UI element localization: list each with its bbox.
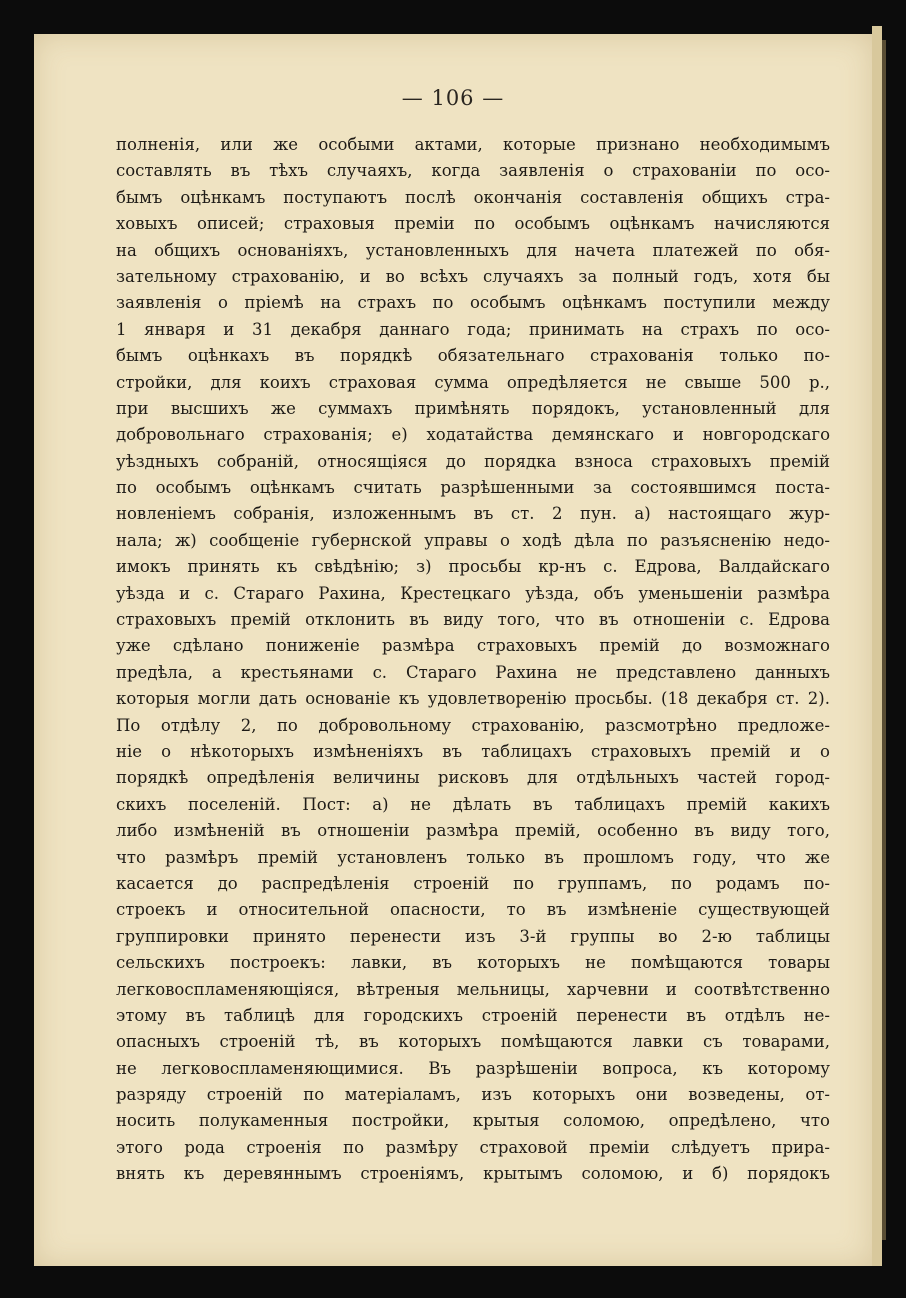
- text-line: ховыхъ описей; страховыя преміи по особымъ оцѣнкамъ начисляются: [116, 214, 830, 234]
- body-text: [116, 132, 830, 1188]
- text-line: строекъ и относительной опасности, то въ измѣненіе существующей: [116, 900, 830, 920]
- text-line: сельскихъ построекъ: лавки, въ которыхъ не помѣщаются товары: [116, 953, 830, 973]
- text-line: которыя могли дать основаніе къ удовлетворенію просьбы. (18 декабря ст. 2).: [116, 689, 830, 709]
- text-line: полненія, или же особыми актами, которые признано необходимымъ: [116, 135, 830, 154]
- text-line: стройки, для коихъ страховая сумма опредѣляется не свыше 500 р.,: [116, 372, 830, 392]
- text-line: либо измѣненій въ отношеніи размѣра премій, особенно въ виду того,: [116, 821, 830, 841]
- adjacent-page-edge: [872, 26, 882, 1266]
- text-line: группировки принято перенести изъ 3-й группы во 2-ю таблицы: [116, 926, 830, 946]
- text-line: носить полукаменныя постройки, крытыя соломою, опредѣлено, что: [116, 1111, 830, 1131]
- book-page: [34, 34, 872, 1266]
- text-line: страховыхъ премій отклонить въ виду того, что въ отношеніи с. Едрова: [116, 610, 830, 630]
- text-line: нала; ж) сообщеніе губернской управы о ходѣ дѣла по разъясненію недо-: [116, 530, 830, 550]
- text-line: опасныхъ строеній тѣ, въ которыхъ помѣщаются лавки съ товарами,: [116, 1032, 830, 1052]
- text-line: внять къ деревяннымъ строеніямъ, крытымъ соломою, и б) порядокъ: [116, 1164, 830, 1184]
- text-line: ніе о нѣкоторыхъ измѣненіяхъ въ таблицахъ страховыхъ премій и о: [116, 741, 830, 761]
- text-line: что размѣръ премій установленъ только въ прошломъ году, что же: [116, 847, 830, 867]
- text-line: предѣла, а крестьянами с. Стараго Рахина не представлено данныхъ: [116, 662, 830, 682]
- text-line: на общихъ основаніяхъ, установленныхъ для начета платежей по обя-: [116, 240, 830, 260]
- text-line: зательному страхованію, и во всѣхъ случаяхъ за полный годъ, хотя бы: [116, 266, 830, 286]
- text-line: По отдѣлу 2, по добровольному страхованію, разсмотрѣно предложе-: [116, 715, 830, 735]
- text-line: порядкѣ опредѣленія величины рисковъ для отдѣльныхъ частей город-: [116, 768, 830, 788]
- text-line: скихъ поселеній. Пост: а) не дѣлать въ таблицахъ премій какихъ: [116, 794, 830, 814]
- text-line: при высшихъ же суммахъ примѣнять порядокъ, установленный для: [116, 398, 830, 418]
- page-number: — 106 —: [401, 86, 505, 110]
- text-line: составлять въ тѣхъ случаяхъ, когда заявленія о страхованіи по осо-: [116, 161, 830, 181]
- text-line: бымъ оцѣнкамъ поступаютъ послѣ окончанія составленія общихъ стра-: [116, 187, 830, 207]
- binding-shadow: [882, 40, 886, 1240]
- text-line: новленіемъ собранія, изложеннымъ въ ст. 2 пун. а) настоящаго жур-: [116, 504, 830, 524]
- text-line: по особымъ оцѣнкамъ считать разрѣшенными за состоявшимся поста-: [116, 478, 830, 498]
- text-line: имокъ принять къ свѣдѣнію; з) просьбы кр-нъ с. Едрова, Валдайскаго: [116, 557, 830, 577]
- text-line: этому въ таблицѣ для городскихъ строеній перенести въ отдѣлъ не-: [116, 1005, 830, 1025]
- text-line: 1 января и 31 декабря даннаго года; принимать на страхъ по осо-: [116, 319, 830, 339]
- text-line: касается до распредѣленія строеній по группамъ, по родамъ по-: [116, 873, 830, 893]
- text-line: уже сдѣлано пониженіе размѣра страховыхъ премій до возможнаго: [116, 636, 830, 656]
- text-line: разряду строеній по матеріаламъ, изъ которыхъ они возведены, от-: [116, 1085, 830, 1105]
- text-line: легковоспламеняющіяся, вѣтреныя мельницы, харчевни и соотвѣтственно: [116, 979, 830, 999]
- text-line: уѣзда и с. Стараго Рахина, Крестецкаго уѣзда, объ уменьшеніи размѣра: [116, 583, 830, 603]
- text-line: уѣздныхъ собраній, относящіяся до порядка взноса страховыхъ премій: [116, 451, 830, 471]
- text-line: не легковоспламеняющимися. Въ разрѣшеніи вопроса, къ которому: [116, 1058, 830, 1078]
- text-line: заявленія о пріемѣ на страхъ по особымъ оцѣнкамъ поступили между: [116, 293, 830, 313]
- text-line: бымъ оцѣнкахъ въ порядкѣ обязательнаго страхованія только по-: [116, 346, 830, 366]
- text-line: добровольнаго страхованія; е) ходатайства демянскаго и новгородскаго: [116, 425, 830, 445]
- text-line: этого рода строенія по размѣру страховой преміи слѣдуетъ прира-: [116, 1137, 830, 1157]
